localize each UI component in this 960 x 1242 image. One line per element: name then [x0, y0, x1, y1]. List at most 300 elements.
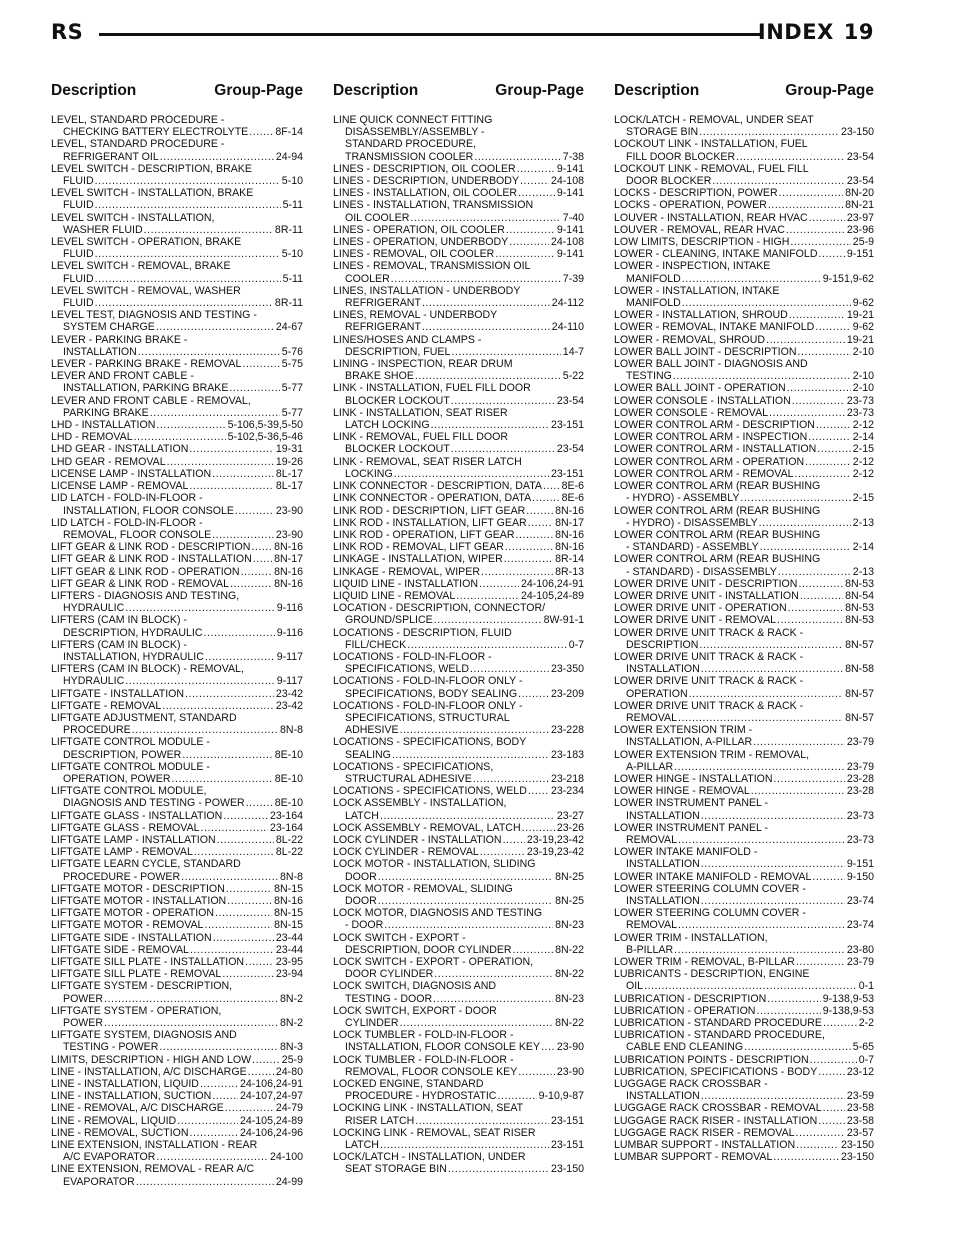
- index-entries: [333, 114, 584, 1176]
- dot-leader: [760, 541, 851, 553]
- entry-final-line: [614, 199, 874, 211]
- entry-text: LOCK MOTOR - REMOVAL, SLIDING: [333, 882, 513, 895]
- index-column-2: [333, 82, 584, 1176]
- entry-final-line: [51, 1102, 303, 1114]
- dot-leader: [222, 968, 274, 980]
- entry-text: LINES - OPERATION, UNDERBODY: [333, 236, 509, 249]
- entry-text: LUBRICATION - STANDARD PROCEDURE,: [614, 1029, 825, 1042]
- entry-text: LID LATCH - FOLD-IN-FLOOR -: [51, 516, 203, 529]
- group-page-ref: 8N-54: [845, 589, 874, 602]
- entry-text: REMOVAL, FLOOR CONSOLE: [63, 528, 212, 541]
- entry-text: LINE - INSTALLATION, LIQUID: [51, 1078, 199, 1091]
- entry-text: LIFTGATE LEARN CYCLE, STANDARD: [51, 858, 241, 871]
- entry-text: ADHESIVE: [345, 724, 399, 737]
- entry-final-line: [614, 1151, 874, 1163]
- entry-final-line: [51, 919, 303, 931]
- entry-text: LOWER CONTROL ARM (REAR BUSHING: [614, 528, 821, 541]
- group-page-ref: 24-106,24-91: [239, 1078, 303, 1091]
- dot-leader: [380, 1139, 549, 1151]
- entry-text: STANDARD PROCEDURE,: [345, 138, 477, 151]
- entry-final-line: [51, 273, 303, 285]
- index-entry: [614, 346, 874, 358]
- entry-text: DESCRIPTION, HYDRAULIC: [63, 626, 203, 639]
- entry-text: REMOVAL: [626, 711, 678, 724]
- index-entry: [614, 431, 874, 443]
- index-entry: [51, 810, 303, 822]
- dot-leader: [451, 346, 560, 358]
- index-entry: [51, 895, 303, 907]
- group-page-ref: 8N-22: [555, 943, 584, 956]
- index-entry: [333, 492, 584, 504]
- index-entry: [333, 541, 584, 553]
- entry-text: SPECIFICATIONS, BODY SEALING: [345, 687, 518, 700]
- group-page-ref: 8N-53: [845, 614, 874, 627]
- dot-leader: [215, 907, 272, 919]
- entry-final-line: [333, 163, 584, 175]
- dot-leader: [518, 1066, 555, 1078]
- entry-final-line: [333, 724, 584, 736]
- group-page-ref: 23-19,23-42: [526, 846, 584, 859]
- entry-text: LIFT GEAR & LINK ROD - OPERATION: [51, 565, 240, 578]
- index-entry: [333, 797, 584, 821]
- entry-final-line: [51, 175, 303, 187]
- dot-leader: [182, 749, 272, 761]
- group-page-ref: 9-62: [852, 297, 874, 310]
- entry-text: REMOVAL: [626, 919, 678, 932]
- entry-final-line: [333, 468, 584, 480]
- entry-final-line: [51, 321, 303, 333]
- group-page-ref: 8L-17: [275, 467, 303, 480]
- entry-final-line: [51, 248, 303, 260]
- group-page-ref: 7-39: [562, 272, 584, 285]
- entry-text: LOCATIONS - SPECIFICATIONS,: [333, 760, 494, 773]
- dot-leader: [451, 395, 555, 407]
- group-page-ref: 9-141: [556, 248, 584, 261]
- index-entry: [333, 456, 584, 480]
- entry-final-line: [333, 187, 584, 199]
- dot-leader: [391, 273, 561, 285]
- dot-leader: [779, 187, 844, 199]
- index-entry: [614, 505, 874, 529]
- group-page-ref: 2-10: [852, 370, 874, 383]
- index-entry: [333, 309, 584, 333]
- entry-text: LEVEL SWITCH - REMOVAL, BRAKE: [51, 260, 231, 273]
- entry-final-line: [614, 297, 874, 309]
- group-page-ref: 5-10: [281, 175, 303, 188]
- index-entry: [51, 456, 303, 468]
- index-entry: [51, 1066, 303, 1078]
- index-entry: [333, 822, 584, 834]
- index-entry: [333, 431, 584, 455]
- group-page-ref: 8N-53: [845, 577, 874, 590]
- index-entry: [333, 956, 584, 980]
- entry-text: LIFTGATE GLASS - REMOVAL: [51, 821, 200, 834]
- index-entry: [614, 1066, 874, 1078]
- group-page-ref: 8N-20: [845, 187, 874, 200]
- entry-final-line: [333, 773, 584, 785]
- entry-text: POWER: [63, 992, 104, 1005]
- entry-text: - DOOR: [345, 919, 384, 932]
- entry-final-line: [51, 871, 303, 883]
- group-page-ref: 8N-2: [280, 1017, 303, 1030]
- dot-leader: [125, 675, 274, 687]
- dot-leader: [744, 1041, 851, 1053]
- entry-text: LUBRICANTS - DESCRIPTION, ENGINE: [614, 968, 810, 981]
- entry-final-line: [614, 517, 874, 529]
- index-entry: [614, 932, 874, 956]
- entry-text: TESTING: [626, 370, 672, 383]
- entry-text: LOWER BALL JOINT - DESCRIPTION: [614, 345, 797, 358]
- entry-final-line: [51, 749, 303, 761]
- entry-text: LOUVER - REMOVAL, REAR HVAC: [614, 223, 785, 236]
- index-entry: [51, 980, 303, 1004]
- column-header: [333, 82, 584, 104]
- entry-text: LUBRICATION - DESCRIPTION: [614, 992, 767, 1005]
- entry-final-line: [333, 1066, 584, 1078]
- index-entry: [614, 602, 874, 614]
- group-page-ref: 2-12: [852, 419, 874, 432]
- dot-leader: [522, 822, 555, 834]
- entry-final-line: [614, 1054, 874, 1066]
- group-page-ref: 8N-58: [845, 663, 874, 676]
- entry-text: LOCKS - DESCRIPTION, POWER: [614, 187, 778, 200]
- entry-text: LINK - INSTALLATION, SEAT RISER: [333, 406, 508, 419]
- column-header-group-page: Group-Page: [785, 82, 874, 99]
- entry-text: LOWER CONTROL ARM (REAR BUSHING: [614, 504, 821, 517]
- entry-final-line: [614, 395, 874, 407]
- index-entry: [614, 553, 874, 577]
- dot-leader: [212, 468, 274, 480]
- group-page-ref: 8N-23: [555, 919, 584, 932]
- entry-text: LOCATIONS - FOLD-IN-FLOOR ONLY -: [333, 675, 523, 688]
- index-entry: [51, 944, 303, 956]
- dot-leader: [788, 602, 843, 614]
- entry-final-line: [51, 151, 303, 163]
- page-header: [51, 20, 874, 54]
- entry-text: LUBRICATION POINTS - DESCRIPTION: [614, 1053, 809, 1066]
- entry-final-line: [51, 822, 303, 834]
- entry-final-line: [51, 1151, 303, 1163]
- entry-text: BRAKE SHOE: [345, 370, 414, 383]
- dot-leader: [156, 419, 225, 431]
- entry-text: LOCATIONS - FOLD-IN-FLOOR ONLY -: [333, 699, 523, 712]
- index-entry: [51, 932, 303, 944]
- group-page-ref: 23-90: [556, 1065, 584, 1078]
- dot-leader: [818, 1066, 845, 1078]
- dot-leader: [241, 566, 273, 578]
- entry-text: LOCKING LINK - REMOVAL, SEAT RISER: [333, 1126, 536, 1139]
- entry-final-line: [333, 1090, 584, 1102]
- entry-text: INSTALLATION: [626, 1090, 700, 1103]
- group-page-ref: 8W-91-1: [543, 614, 584, 627]
- index-entry: [333, 736, 584, 760]
- entry-text: LINKAGE - INSTALLATION, WIPER: [333, 553, 503, 566]
- header-right: [758, 20, 874, 44]
- entry-text: LOWER DRIVE UNIT TRACK & RACK -: [614, 650, 804, 663]
- dot-leader: [517, 163, 555, 175]
- entry-final-line: [614, 248, 874, 260]
- index-entry: [51, 163, 303, 187]
- group-page-ref: 23-228: [551, 724, 584, 737]
- index-entry: [333, 1127, 584, 1151]
- entry-final-line: [333, 395, 584, 407]
- index-entry: [614, 407, 874, 419]
- entry-final-line: [614, 431, 874, 443]
- entry-final-line: [51, 407, 303, 419]
- entry-text: WASHER FLUID: [63, 223, 143, 236]
- entry-text: OIL COOLER: [345, 211, 410, 224]
- dot-leader: [160, 151, 274, 163]
- group-page-ref: 2-10: [852, 345, 874, 358]
- entry-final-line: [333, 517, 584, 529]
- entry-final-line: [51, 675, 303, 687]
- entry-text: LHD - INSTALLATION: [51, 419, 156, 432]
- entry-text: LID LATCH - FOLD-IN-FLOOR -: [51, 492, 203, 505]
- entry-final-line: [333, 968, 584, 980]
- entry-text: EVAPORATOR: [63, 1175, 135, 1188]
- dot-leader: [774, 773, 845, 785]
- index-entry: [333, 761, 584, 785]
- entry-final-line: [333, 993, 584, 1005]
- entry-text: LOCATIONS - FOLD-IN-FLOOR -: [333, 650, 492, 663]
- index-entry: [51, 858, 303, 882]
- dot-leader: [204, 919, 272, 931]
- group-page-ref: 8N-22: [555, 968, 584, 981]
- entry-final-line: [614, 212, 874, 224]
- index-entry: [614, 1151, 874, 1163]
- group-page-ref: 23-350: [551, 663, 584, 676]
- index-entry: [614, 651, 874, 675]
- group-page-ref: 5-102,5-36,5-46: [227, 431, 303, 444]
- group-page-ref: 8E-10: [274, 772, 303, 785]
- dot-leader: [415, 1115, 549, 1127]
- index-entry: [614, 627, 874, 651]
- index-entry: [51, 1090, 303, 1102]
- index-entry: [333, 358, 584, 382]
- entry-text: STORAGE BIN: [626, 126, 699, 139]
- group-page-ref: 2-10: [852, 382, 874, 395]
- entry-text: SPECIFICATIONS, WELD: [345, 663, 470, 676]
- entry-final-line: [614, 1139, 874, 1151]
- entry-final-line: [51, 346, 303, 358]
- entry-text: LEVER - PARKING BRAKE -: [51, 333, 188, 346]
- index-entry: [614, 309, 874, 321]
- entry-text: LEVER - PARKING BRAKE - REMOVAL: [51, 358, 242, 371]
- dot-leader: [242, 358, 279, 370]
- entry-text: LHD - REMOVAL: [51, 431, 133, 444]
- column-header: [614, 82, 874, 104]
- dot-leader: [201, 822, 268, 834]
- index-entry: [51, 590, 303, 614]
- index-entry: [333, 480, 584, 492]
- dot-leader: [95, 175, 280, 187]
- entry-text: LHD GEAR - REMOVAL: [51, 455, 166, 468]
- entry-final-line: [51, 602, 303, 614]
- group-page-ref: 23-218: [551, 772, 584, 785]
- group-page-ref: 9-151,9-62: [822, 272, 874, 285]
- entry-final-line: [333, 785, 584, 797]
- dot-leader: [245, 956, 274, 968]
- entry-text: LICENSE LAMP - INSTALLATION: [51, 467, 212, 480]
- entry-text: TESTING - DOOR: [345, 992, 433, 1005]
- group-page-ref: 8N-57: [845, 711, 874, 724]
- entry-final-line: [51, 1090, 303, 1102]
- entry-text: INSTALLATION, FLOOR CONSOLE KEY: [345, 1041, 541, 1054]
- entry-final-line: [51, 993, 303, 1005]
- group-page-ref: 23-79: [846, 956, 874, 969]
- entry-final-line: [614, 236, 874, 248]
- entry-text: LIFTERS (CAM IN BLOCK) - REMOVAL,: [51, 663, 244, 676]
- index-entry: [51, 1139, 303, 1163]
- entry-text: LATCH: [345, 809, 379, 822]
- group-page-ref: 23-42: [275, 687, 303, 700]
- entry-text: LOWER CONSOLE - REMOVAL: [614, 406, 769, 419]
- entry-text: LUMBAR SUPPORT - INSTALLATION: [614, 1139, 796, 1152]
- entry-final-line: [333, 663, 584, 675]
- entry-text: SPECIFICATIONS, STRUCTURAL: [345, 711, 510, 724]
- entry-final-line: [614, 566, 874, 578]
- entry-final-line: [333, 480, 584, 492]
- entry-final-line: [51, 578, 303, 590]
- entry-text: LIFTERS (CAM IN BLOCK) -: [51, 614, 187, 627]
- entry-final-line: [51, 541, 303, 553]
- group-page-ref: 8R-11: [274, 297, 303, 310]
- entry-text: OPERATION: [626, 687, 688, 700]
- entry-text: LOWER CONSOLE - INSTALLATION: [614, 394, 791, 407]
- group-page-ref: 5-106,5-39,5-50: [227, 419, 303, 432]
- index-entry: [614, 700, 874, 724]
- entry-text: LEVEL SWITCH - DESCRIPTION, BRAKE: [51, 162, 252, 175]
- index-entry: [333, 285, 584, 309]
- dot-leader: [810, 1054, 857, 1066]
- entry-text: LUGGAGE RACK CROSSBAR - REMOVAL: [614, 1102, 822, 1115]
- index-entry: [614, 419, 874, 431]
- index-entry: [614, 480, 874, 504]
- index-entry: [333, 980, 584, 1004]
- entry-text: LOCKING: [345, 467, 393, 480]
- index-entry: [51, 468, 303, 480]
- dot-leader: [495, 248, 555, 260]
- index-entry: [614, 285, 874, 309]
- entry-text: LOCK CYLINDER - INSTALLATION: [333, 833, 502, 846]
- index-entry: [51, 1005, 303, 1029]
- entry-final-line: [51, 932, 303, 944]
- entry-text: LOCK SWITCH - EXPORT - OPERATION,: [333, 956, 534, 969]
- dot-leader: [674, 944, 845, 956]
- entry-final-line: [51, 773, 303, 785]
- entry-text: TESTING - POWER: [63, 1041, 159, 1054]
- entry-text: INSTALLATION, A-PILLAR: [626, 736, 753, 749]
- index-entry: [333, 566, 584, 578]
- entry-text: B-PILLAR: [626, 943, 674, 956]
- entry-final-line: [614, 346, 874, 358]
- entry-final-line: [614, 773, 874, 785]
- index-entry: [614, 334, 874, 346]
- entry-text: LOCK/LATCH - INSTALLATION, UNDER: [333, 1151, 526, 1164]
- group-page-ref: 8N-25: [555, 895, 584, 907]
- group-page-ref: 23-97: [846, 211, 874, 224]
- group-page-ref: 24-67: [275, 321, 303, 334]
- group-page-ref: 8E-6: [561, 480, 584, 493]
- group-page-ref: 8E-10: [274, 797, 303, 810]
- dot-leader: [156, 1151, 268, 1163]
- entry-final-line: [614, 834, 874, 846]
- entry-text: LOW LIMITS, DESCRIPTION - HIGH: [614, 236, 790, 249]
- index-entry: [614, 871, 874, 883]
- entry-text: LOCATIONS - SPECIFICATIONS, WELD: [333, 785, 527, 798]
- entry-final-line: [614, 871, 874, 883]
- entry-text: LOWER CONTROL ARM - REMOVAL: [614, 467, 794, 480]
- group-page-ref: 19-26: [275, 455, 303, 468]
- group-page-ref: 23-42: [275, 699, 303, 712]
- dot-leader: [384, 919, 553, 931]
- group-page-ref: 23-27: [556, 809, 584, 822]
- entry-final-line: [51, 468, 303, 480]
- group-page-ref: 7-40: [562, 211, 584, 224]
- entry-final-line: [333, 919, 584, 931]
- entry-final-line: [333, 895, 584, 907]
- index-entry: [51, 700, 303, 712]
- entry-text: LIFTGATE - REMOVAL: [51, 699, 162, 712]
- entry-text: LOWER DRIVE UNIT - INSTALLATION: [614, 589, 799, 602]
- index-entry: [333, 627, 584, 651]
- dot-leader: [644, 980, 857, 992]
- entry-final-line: [333, 175, 584, 187]
- group-page-ref: 23-150: [841, 1139, 874, 1152]
- dot-leader: [756, 1005, 820, 1017]
- entry-final-line: [333, 639, 584, 651]
- index-column-1: [51, 82, 303, 1188]
- entry-text: LOCK/LATCH - REMOVAL, UNDER SEAT: [614, 114, 814, 126]
- group-page-ref: 8N-16: [274, 541, 303, 554]
- group-page-ref: 8N-16: [555, 504, 584, 517]
- entry-final-line: [614, 443, 874, 455]
- entry-final-line: [614, 1090, 874, 1102]
- group-page-ref: 8L-22: [275, 833, 303, 846]
- index-entry: [614, 260, 874, 284]
- entry-text: LUBRICATION, SPECIFICATIONS - BODY: [614, 1065, 818, 1078]
- group-page-ref: 8N-16: [274, 895, 303, 907]
- entry-final-line: [614, 370, 874, 382]
- group-page-ref: 8N-3: [280, 1041, 303, 1054]
- group-page-ref: 2-15: [852, 492, 874, 505]
- group-page-ref: 8N-57: [845, 687, 874, 700]
- group-page-ref: 8N-23: [555, 992, 584, 1005]
- index-entry: [51, 492, 303, 516]
- index-entry: [51, 358, 303, 370]
- entry-text: LEVEL TEST, DIAGNOSIS AND TESTING -: [51, 309, 257, 322]
- entry-final-line: [333, 212, 584, 224]
- entry-final-line: [614, 736, 874, 748]
- index-entries: [614, 114, 874, 1163]
- dot-leader: [144, 224, 273, 236]
- entry-text: DOOR: [345, 870, 377, 883]
- dot-leader: [789, 309, 845, 321]
- group-page-ref: 8N-16: [274, 577, 303, 590]
- entry-text: LINES/HOSES AND CLAMPS -: [333, 333, 482, 346]
- entry-final-line: [51, 956, 303, 968]
- entry-text: - STANDARD) - ASSEMBLY: [626, 541, 759, 554]
- dot-leader: [434, 614, 542, 626]
- dot-leader: [805, 456, 851, 468]
- entry-final-line: [614, 785, 874, 797]
- group-page-ref: 23-164: [270, 809, 303, 822]
- index-entry: [614, 883, 874, 907]
- dot-leader: [204, 627, 275, 639]
- dot-leader: [252, 1054, 280, 1066]
- entry-text: LINES - DESCRIPTION, UNDERBODY: [333, 175, 520, 188]
- index-entry: [333, 590, 584, 602]
